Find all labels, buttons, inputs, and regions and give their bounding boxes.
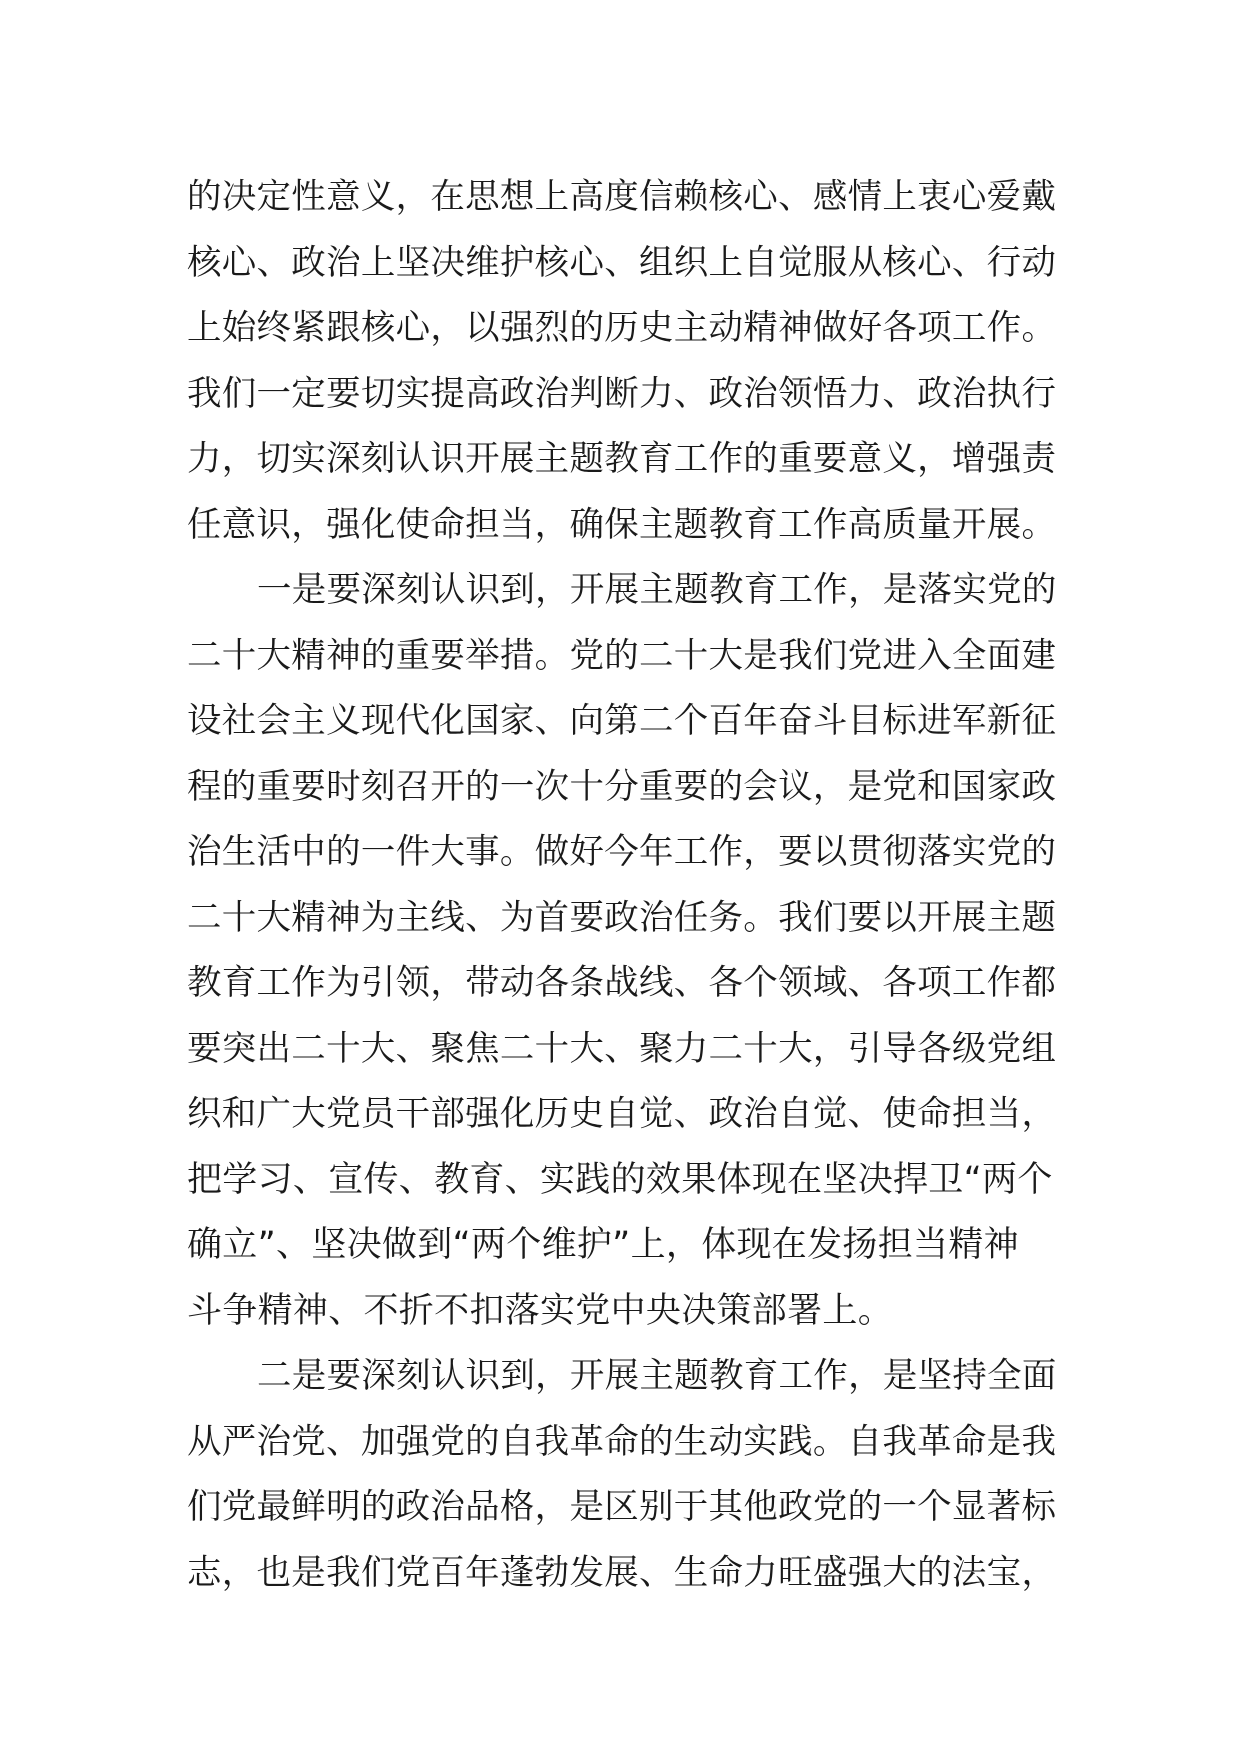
text-line: 确立”、坚决做到“两个维护”上，体现在发扬担当精神 [187,1225,1019,1265]
text-line: 斗争精神、不折不扣落实党中央决策部署上。 [187,1290,894,1331]
text-line: 任意识，强化使命担当，确保主题教育工作高质量开展。 [187,504,1057,545]
text-line: 设社会主义现代化国家、向第二个百年奋斗目标进军新征 [187,701,1057,741]
text-line: 上始终紧跟核心，以强烈的历史主动精神做好各项工作。 [187,308,1057,348]
text-line: 二十大精神的重要举措。党的二十大是我们党进入全面建 [187,635,1057,676]
text-line: 我们一定要切实提高政治判断力、政治领悟力、政治执行 [187,373,1057,414]
text-line: 核心、政治上坚决维护核心、组织上自觉服从核心、行动 [187,242,1057,283]
text-line: 治生活中的一件大事。做好今年工作，要以贯彻落实党的 [187,832,1057,872]
text-line: 一是要深刻认识到，开展主题教育工作，是落实党的 [257,570,1057,610]
text-line: 力，切实深刻认识开展主题教育工作的重要意义，增强责 [187,439,1057,479]
text-line: 要突出二十大、聚焦二十大、聚力二十大，引导各级党组 [187,1028,1057,1069]
text-line: 程的重要时刻召开的一次十分重要的会议，是党和国家政 [187,766,1057,807]
text-line: 的决定性意义，在思想上高度信赖核心、感情上衷心爱戴 [187,177,1057,217]
text-line: 二是要深刻认识到，开展主题教育工作，是坚持全面 [257,1356,1057,1396]
text-line: 们党最鲜明的政治品格，是区别于其他政党的一个显著标 [187,1487,1057,1527]
text-line: 二十大精神为主线、为首要政治任务。我们要以开展主题 [187,897,1057,938]
text-line: 从严治党、加强党的自我革命的生动实践。自我革命是我 [187,1421,1057,1462]
text-line: 教育工作为引领，带动各条战线、各个领域、各项工作都 [187,963,1057,1003]
text-line: 志，也是我们党百年蓬勃发展、生命力旺盛强大的法宝， [187,1552,1057,1593]
body-text [187,165,1057,1606]
text-line: 把学习、宣传、教育、实践的效果体现在坚决捍卫“两个 [187,1159,1053,1200]
text-line: 织和广大党员干部强化历史自觉、政治自觉、使命担当， [187,1094,1057,1134]
